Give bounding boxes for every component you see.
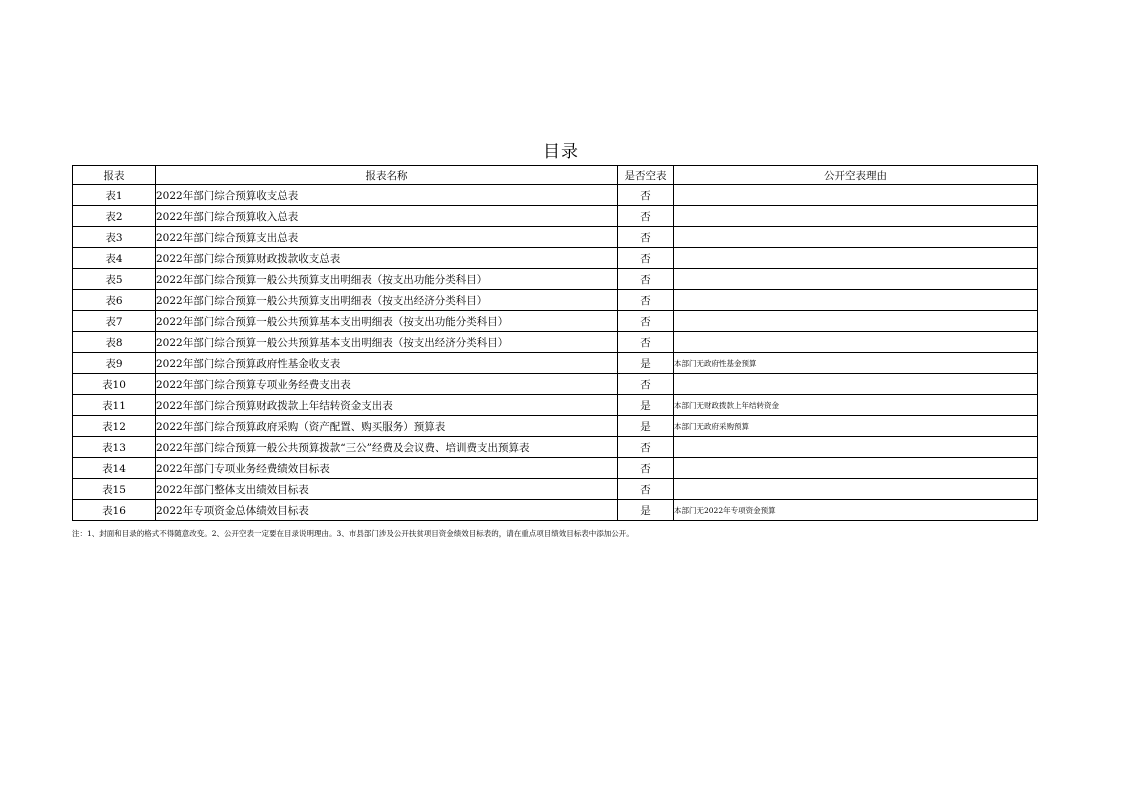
header-reason: 公开空表理由 <box>674 166 1038 185</box>
header-name: 报表名称 <box>156 166 618 185</box>
row-name: 2022年部门专项业务经费绩效目标表 <box>156 458 618 479</box>
table-row <box>73 248 1038 269</box>
table-row <box>73 500 1038 521</box>
row-code: 表2 <box>73 206 156 227</box>
table-row <box>73 311 1038 332</box>
table-row <box>73 227 1038 248</box>
row-code: 表16 <box>73 500 156 521</box>
footnote: 注：1、封面和目录的格式不得随意改变。2、公开空表一定要在目录说明理由。3、市县部门涉及公开扶贫项目资金绩效目标表的，请在重点项目绩效目标表中添加公开。 <box>72 529 634 538</box>
row-code: 表13 <box>73 437 156 458</box>
table-row <box>73 332 1038 353</box>
header-is-empty: 是否空表 <box>618 166 674 185</box>
table-row <box>73 374 1038 395</box>
table-row <box>73 416 1038 437</box>
table-row <box>73 290 1038 311</box>
row-reason: 本部门无2022年专项资金预算 <box>674 500 1038 521</box>
row-is-empty: 否 <box>618 458 674 479</box>
row-code: 表12 <box>73 416 156 437</box>
row-name: 2022年部门综合预算财政拨款收支总表 <box>156 248 618 269</box>
row-reason <box>674 248 1038 269</box>
row-name: 2022年部门综合预算一般公共预算支出明细表（按支出经济分类科目） <box>156 290 618 311</box>
row-is-empty: 否 <box>618 332 674 353</box>
row-code: 表11 <box>73 395 156 416</box>
table-row <box>73 206 1038 227</box>
row-name: 2022年部门综合预算一般公共预算基本支出明细表（按支出经济分类科目） <box>156 332 618 353</box>
row-reason <box>674 311 1038 332</box>
row-name: 2022年部门综合预算政府采购（资产配置、购买服务）预算表 <box>156 416 618 437</box>
row-is-empty: 是 <box>618 416 674 437</box>
toc-table <box>72 165 1038 521</box>
row-code: 表8 <box>73 332 156 353</box>
row-reason: 本部门无财政拨款上年结转资金 <box>674 395 1038 416</box>
row-name: 2022年部门综合预算一般公共预算支出明细表（按支出功能分类科目） <box>156 269 618 290</box>
row-code: 表14 <box>73 458 156 479</box>
row-code: 表15 <box>73 479 156 500</box>
row-is-empty: 否 <box>618 227 674 248</box>
row-name: 2022年部门综合预算收入总表 <box>156 206 618 227</box>
row-name: 2022年部门综合预算一般公共预算基本支出明细表（按支出功能分类科目） <box>156 311 618 332</box>
row-is-empty: 否 <box>618 290 674 311</box>
row-is-empty: 否 <box>618 185 674 206</box>
table-row <box>73 479 1038 500</box>
row-is-empty: 是 <box>618 500 674 521</box>
row-name: 2022年部门综合预算财政拨款上年结转资金支出表 <box>156 395 618 416</box>
table-row <box>73 269 1038 290</box>
row-reason <box>674 332 1038 353</box>
row-is-empty: 否 <box>618 374 674 395</box>
row-code: 表7 <box>73 311 156 332</box>
page-title: 目录 <box>543 142 579 162</box>
row-code: 表9 <box>73 353 156 374</box>
table-header-row <box>73 166 1038 185</box>
table-row <box>73 353 1038 374</box>
row-reason <box>674 458 1038 479</box>
row-is-empty: 否 <box>618 206 674 227</box>
row-code: 表10 <box>73 374 156 395</box>
row-is-empty: 是 <box>618 395 674 416</box>
row-reason <box>674 227 1038 248</box>
row-name: 2022年部门综合预算收支总表 <box>156 185 618 206</box>
row-code: 表6 <box>73 290 156 311</box>
row-name: 2022年部门整体支出绩效目标表 <box>156 479 618 500</box>
row-name: 2022年部门综合预算政府性基金收支表 <box>156 353 618 374</box>
row-reason <box>674 374 1038 395</box>
row-name: 2022年专项资金总体绩效目标表 <box>156 500 618 521</box>
table-row <box>73 395 1038 416</box>
row-code: 表3 <box>73 227 156 248</box>
row-name: 2022年部门综合预算专项业务经费支出表 <box>156 374 618 395</box>
row-is-empty: 否 <box>618 437 674 458</box>
table-row <box>73 458 1038 479</box>
row-code: 表1 <box>73 185 156 206</box>
row-is-empty: 否 <box>618 311 674 332</box>
row-reason <box>674 479 1038 500</box>
table-row <box>73 437 1038 458</box>
row-reason <box>674 206 1038 227</box>
row-reason: 本部门无政府性基金预算 <box>674 353 1038 374</box>
row-reason <box>674 269 1038 290</box>
row-is-empty: 否 <box>618 269 674 290</box>
row-reason <box>674 290 1038 311</box>
row-name: 2022年部门综合预算一般公共预算拨款“三公”经费及会议费、培训费支出预算表 <box>156 437 618 458</box>
row-is-empty: 否 <box>618 479 674 500</box>
table-body <box>73 185 1038 521</box>
row-name: 2022年部门综合预算支出总表 <box>156 227 618 248</box>
row-reason <box>674 185 1038 206</box>
row-code: 表5 <box>73 269 156 290</box>
row-is-empty: 否 <box>618 248 674 269</box>
row-is-empty: 是 <box>618 353 674 374</box>
row-reason: 本部门无政府采购预算 <box>674 416 1038 437</box>
header-code: 报表 <box>73 166 156 185</box>
row-reason <box>674 437 1038 458</box>
table-row <box>73 185 1038 206</box>
row-code: 表4 <box>73 248 156 269</box>
